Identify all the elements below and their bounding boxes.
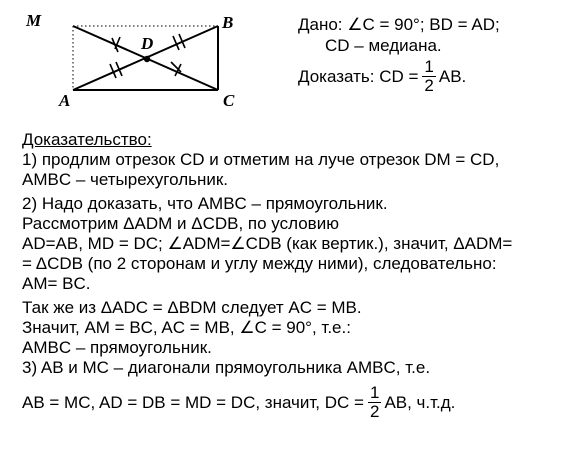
label-b: B xyxy=(222,13,234,32)
given-block xyxy=(298,14,500,56)
proof-line: = ΔCDB (по 2 сторонам и углу между ними), следовательно: xyxy=(22,254,497,273)
label-a: A xyxy=(59,91,71,110)
proof-line: Значит, AM = BC, AC = MB, ∠C = 90°, т.е.: xyxy=(22,318,351,337)
fraction-denominator: 2 xyxy=(369,402,380,421)
fraction-one-half xyxy=(368,384,381,421)
geometry-figure xyxy=(26,2,250,114)
fraction-denominator: 2 xyxy=(424,76,434,95)
prove-suffix: AB. xyxy=(438,67,467,86)
proof-line: 3) AB и MC – диагонали прямоугольника AMBC, т.е. xyxy=(22,358,431,377)
proof-block xyxy=(22,130,570,421)
conclusion-suffix: AB, ч.т.д. xyxy=(384,392,456,412)
proof-line: AMBC – прямоугольник. xyxy=(22,338,212,357)
proof-line: 2) Надо доказать, что AMBC – прямоугольник. xyxy=(22,194,388,213)
fraction-numerator: 1 xyxy=(424,57,434,76)
point-d xyxy=(144,56,150,62)
fraction-numerator: 1 xyxy=(369,383,380,402)
given-line-1: Дано: ∠C = 90°; BD = AD; xyxy=(298,15,500,34)
conclusion-prefix: AB = MC, AD = DB = MD = DC, значит, DC = xyxy=(22,392,364,412)
proof-line: Рассмотрим ΔADM и ΔCDB, по условию xyxy=(22,214,339,233)
figure-drawing xyxy=(40,2,250,114)
proof-line: 1) продлим отрезок CD и отметим на луче отрезок DM = CD, xyxy=(22,150,500,169)
proof-heading: Доказательство: xyxy=(22,130,152,149)
fraction-one-half xyxy=(422,58,435,95)
label-d: D xyxy=(141,34,154,53)
prove-prefix: Доказать: CD = xyxy=(298,67,419,86)
given-line-2: CD – медиана. xyxy=(325,36,442,55)
proof-line: AM= BC. xyxy=(22,274,91,293)
prove-statement xyxy=(298,58,466,95)
proof-line: AMBC – четырехугольник. xyxy=(22,170,229,189)
proof-line: AD=AB, MD = DC; ∠ADM=∠CDB (как вертик.), значит, ΔADM= xyxy=(22,234,513,253)
ticks-db xyxy=(173,34,185,50)
label-c: C xyxy=(223,91,235,110)
proof-conclusion xyxy=(22,384,570,421)
label-m: M xyxy=(26,11,42,30)
proof-line: Так же из ΔADC = ΔBDM следует AC = MB. xyxy=(22,298,362,317)
